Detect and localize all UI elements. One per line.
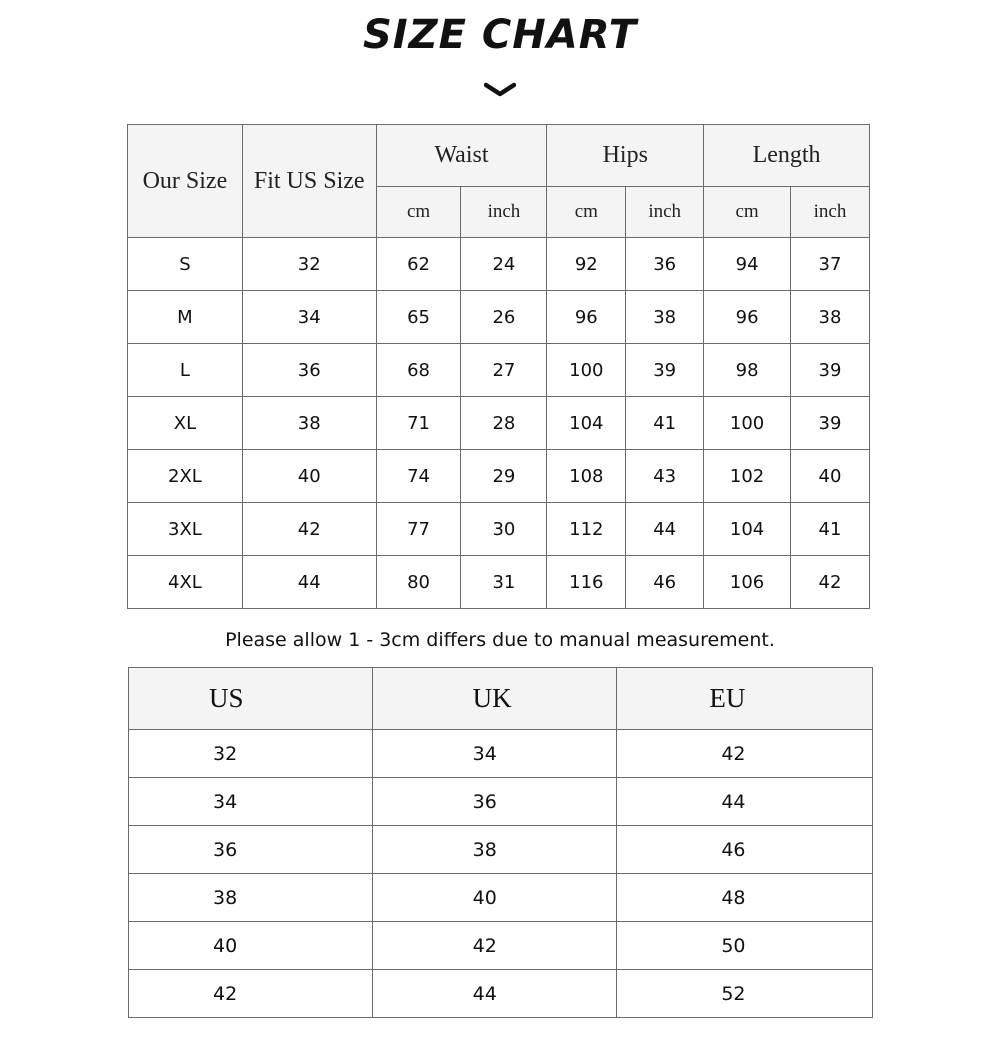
cell-our-size: 2XL xyxy=(128,450,243,503)
cell-our-size: XL xyxy=(128,397,243,450)
cell-hips-cm: 100 xyxy=(547,344,626,397)
cell-waist-inch: 26 xyxy=(461,291,547,344)
cell-us: 42 xyxy=(129,970,373,1018)
cell-hips-inch: 46 xyxy=(626,556,704,609)
header-uk: UK xyxy=(372,668,617,730)
header-fit-us-size: Fit US Size xyxy=(242,125,376,238)
cell-uk: 44 xyxy=(372,970,617,1018)
cell-hips-cm: 116 xyxy=(547,556,626,609)
cell-our-size: L xyxy=(128,344,243,397)
cell-length-cm: 98 xyxy=(704,344,791,397)
table-row xyxy=(128,556,870,609)
cell-fit-us-size: 36 xyxy=(242,344,376,397)
table-row xyxy=(128,450,870,503)
cell-eu: 44 xyxy=(617,778,873,826)
cell-length-inch: 39 xyxy=(791,344,870,397)
cell-hips-inch: 43 xyxy=(626,450,704,503)
table-row xyxy=(129,730,873,778)
cell-us: 34 xyxy=(129,778,373,826)
cell-eu: 42 xyxy=(617,730,873,778)
header-length-inch: inch xyxy=(791,187,870,238)
conversion-table xyxy=(128,667,873,1018)
cell-eu: 46 xyxy=(617,826,873,874)
cell-hips-cm: 92 xyxy=(547,238,626,291)
cell-uk: 38 xyxy=(372,826,617,874)
header-our-size: Our Size xyxy=(128,125,243,238)
cell-waist-inch: 29 xyxy=(461,450,547,503)
header-hips: Hips xyxy=(547,125,704,187)
cell-length-cm: 100 xyxy=(704,397,791,450)
cell-hips-cm: 104 xyxy=(547,397,626,450)
header-hips-inch: inch xyxy=(626,187,704,238)
table-row xyxy=(129,826,873,874)
header-us: US xyxy=(129,668,373,730)
cell-waist-inch: 30 xyxy=(461,503,547,556)
table-row xyxy=(129,970,873,1018)
cell-our-size: S xyxy=(128,238,243,291)
cell-length-cm: 104 xyxy=(704,503,791,556)
cell-eu: 52 xyxy=(617,970,873,1018)
cell-waist-inch: 28 xyxy=(461,397,547,450)
cell-waist-cm: 68 xyxy=(376,344,461,397)
cell-length-cm: 106 xyxy=(704,556,791,609)
cell-fit-us-size: 32 xyxy=(242,238,376,291)
cell-waist-cm: 71 xyxy=(376,397,461,450)
header-eu: EU xyxy=(617,668,873,730)
cell-our-size: 4XL xyxy=(128,556,243,609)
cell-length-inch: 38 xyxy=(791,291,870,344)
header-waist: Waist xyxy=(376,125,547,187)
conversion-table-body xyxy=(129,730,873,1018)
cell-fit-us-size: 38 xyxy=(242,397,376,450)
header-length: Length xyxy=(704,125,870,187)
cell-waist-cm: 62 xyxy=(376,238,461,291)
cell-us: 32 xyxy=(129,730,373,778)
table-row xyxy=(128,503,870,556)
cell-hips-cm: 96 xyxy=(547,291,626,344)
cell-hips-cm: 108 xyxy=(547,450,626,503)
cell-us: 36 xyxy=(129,826,373,874)
header-waist-cm: cm xyxy=(376,187,461,238)
cell-length-cm: 96 xyxy=(704,291,791,344)
cell-fit-us-size: 44 xyxy=(242,556,376,609)
table-row xyxy=(129,778,873,826)
header-hips-cm: cm xyxy=(547,187,626,238)
cell-fit-us-size: 34 xyxy=(242,291,376,344)
cell-length-inch: 40 xyxy=(791,450,870,503)
cell-waist-cm: 80 xyxy=(376,556,461,609)
cell-hips-inch: 44 xyxy=(626,503,704,556)
cell-length-inch: 42 xyxy=(791,556,870,609)
table-row xyxy=(128,344,870,397)
cell-eu: 50 xyxy=(617,922,873,970)
size-table-body xyxy=(128,238,870,609)
cell-hips-inch: 36 xyxy=(626,238,704,291)
cell-fit-us-size: 40 xyxy=(242,450,376,503)
cell-length-inch: 37 xyxy=(791,238,870,291)
cell-hips-inch: 39 xyxy=(626,344,704,397)
cell-us: 40 xyxy=(129,922,373,970)
cell-waist-cm: 65 xyxy=(376,291,461,344)
cell-eu: 48 xyxy=(617,874,873,922)
cell-length-inch: 39 xyxy=(791,397,870,450)
cell-waist-inch: 27 xyxy=(461,344,547,397)
cell-uk: 40 xyxy=(372,874,617,922)
cell-fit-us-size: 42 xyxy=(242,503,376,556)
cell-length-cm: 102 xyxy=(704,450,791,503)
cell-hips-cm: 112 xyxy=(547,503,626,556)
chevron-down-icon xyxy=(484,82,516,100)
table-row xyxy=(129,922,873,970)
cell-waist-inch: 31 xyxy=(461,556,547,609)
page-title: SIZE CHART xyxy=(362,12,638,58)
table-row xyxy=(128,397,870,450)
cell-uk: 36 xyxy=(372,778,617,826)
cell-our-size: 3XL xyxy=(128,503,243,556)
table-row xyxy=(128,238,870,291)
table-row xyxy=(129,874,873,922)
header-length-cm: cm xyxy=(704,187,791,238)
cell-waist-cm: 74 xyxy=(376,450,461,503)
header-waist-inch: inch xyxy=(461,187,547,238)
cell-our-size: M xyxy=(128,291,243,344)
cell-uk: 42 xyxy=(372,922,617,970)
cell-length-inch: 41 xyxy=(791,503,870,556)
cell-hips-inch: 41 xyxy=(626,397,704,450)
cell-length-cm: 94 xyxy=(704,238,791,291)
cell-uk: 34 xyxy=(372,730,617,778)
cell-waist-inch: 24 xyxy=(461,238,547,291)
size-table xyxy=(127,124,870,609)
cell-us: 38 xyxy=(129,874,373,922)
table-row xyxy=(128,291,870,344)
measurement-note: Please allow 1 - 3cm differs due to manual measurement. xyxy=(225,629,775,651)
cell-waist-cm: 77 xyxy=(376,503,461,556)
cell-hips-inch: 38 xyxy=(626,291,704,344)
